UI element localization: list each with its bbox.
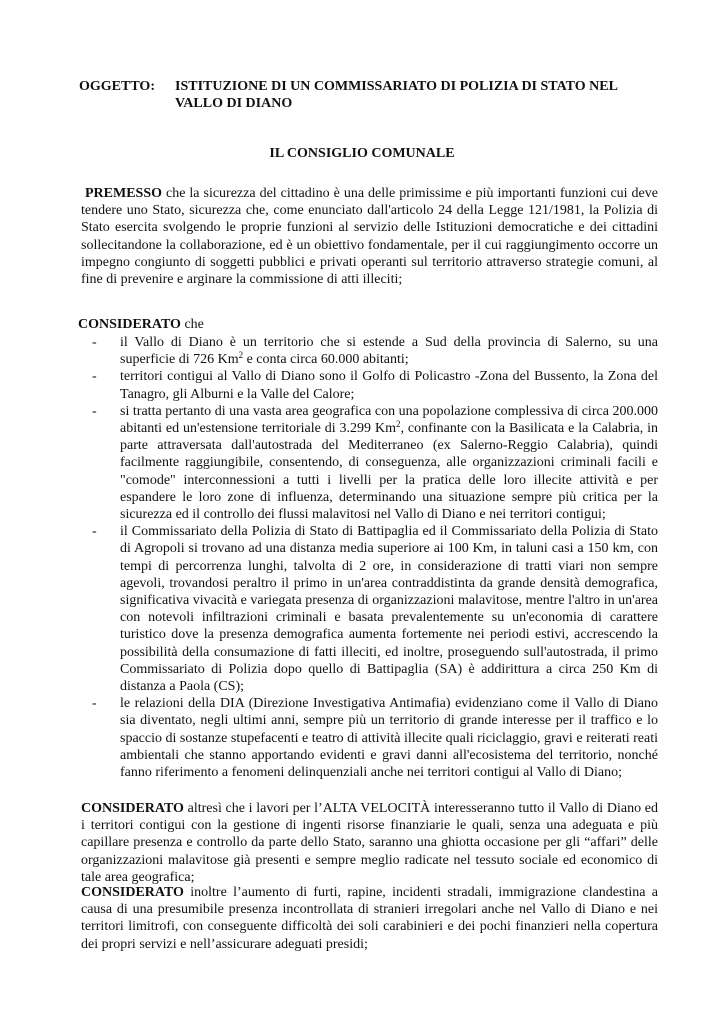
list-item — [78, 403, 658, 523]
considerato-keyword: CONSIDERATO — [81, 801, 184, 816]
list-item — [78, 695, 658, 781]
considerato-keyword: CONSIDERATO — [81, 885, 184, 900]
list-item-text: territori contigui al Vallo di Diano sono il Golfo di Policastro -Zona del Bussento, la Zona del Tanagro, gli Alburni e la Valle del Calore; — [120, 369, 658, 402]
superscript: 2 — [395, 419, 401, 430]
list-item — [78, 523, 658, 695]
list-dash: - — [92, 696, 97, 712]
list-item — [78, 334, 658, 368]
list-dash: - — [92, 524, 97, 540]
considerato-suffix: che — [180, 317, 204, 332]
list-item-text: il Vallo di Diano è un territorio che si estende a Sud della provincia di Salerno, su una superficie di 726 Km — [120, 335, 658, 368]
considerato-list — [78, 334, 658, 781]
subject-label: OGGETTO: — [79, 79, 155, 94]
premesso-text: che la sicurezza del cittadino è una delle primissime e più importanti funzioni cui deve tendere uno Stato, sicurezza che, come enunciato dall'articolo 24 della Legge 121/1981, la Polizia di Stato esercita svolgendo le proprie funzioni al servizio delle Istituzioni democratiche e dei cittadini sollecitandone la collaborazione, ed è un obiettivo fondamentale, per il cui raggiungimento occorre un impegno congiunto di soggetti pubblici e privati operanti sul territorio attraverso strategie comuni, al fine di prevenire e arginare la commissione di atti illeciti; — [81, 186, 658, 288]
considerato-altresi-paragraph — [81, 800, 658, 886]
considerato-inoltre-paragraph — [81, 884, 658, 953]
list-item-text-cont: e conta circa 60.000 abitanti; — [243, 352, 409, 368]
superscript: 2 — [238, 350, 244, 361]
premesso-paragraph — [81, 185, 658, 288]
list-item — [78, 368, 658, 402]
premesso-keyword: PREMESSO — [85, 186, 163, 201]
subject-text: ISTITUZIONE DI UN COMMISSARIATO DI POLIZIA DI STATO NEL VALLO DI DIANO — [175, 79, 618, 111]
list-dash: - — [92, 369, 97, 385]
considerato-altresi-text: altresì che i lavori per l’ALTA VELOCITÀ interesseranno tutto il Vallo di Diano ed i territori contigui con la gestione di ingenti risorse finanziarie le quali, senza una adeguata e più capillare presenza e controllo da parte dello Stato, saranno una ghiotta occasione per gli “affari” delle organizzazioni malavitose già presenti e sempre meglio radicate nel tessuto sociale ed economico di tale area geografica; — [81, 801, 658, 885]
list-item-text: il Commissariato della Polizia di Stato di Battipaglia ed il Commissariato della Polizia di Stato di Agropoli si trovano ad una distanza media superiore ai 100 Km, in taluni casi a 150 km, con tempi di percorrenza lunghi, talvolta di 2 ore, in considerazione di tratti viari non sempre agevoli, trovandosi peraltro il primo in un'area contraddistinta da grande densità demografica, significativa vivacità e variegata presenza di organizzazioni malavitose, mentre l'altro in un'area con notevoli infiltrazioni criminali e basata prevalentemente su un'economia di carattere turistico dove la presenza demografica aumenta fortemente nei periodi estivi, accrescendo la possibilità della consumazione di fatti illeciti, ed inoltre, proseguendo sull'autostrada, il primo Commissariato di Polizia dopo quello di Battipaglia (SA) è addirittura a circa 250 Km di distanza a Paola (CS); — [120, 524, 658, 695]
list-item-text-cont: , confinante con la Basilicata e la Calabria, in parte attraversata dall'autostrada del Mediterraneo (ex Salerno-Reggio Calabria), quindi facilmente raggiungibile, consentendo, di conseguenza, alle organizzazioni criminali facili e "comode" interconnessioni a tutti i livelli per la pratica delle loro illecite attività e per espandere le loro zone di influenza, determinando una situazione sempre più critica per la sicurezza ed il controllo dei flussi malavitosi nel Vallo di Diano e nei territori contigui; — [120, 421, 658, 523]
council-heading: IL CONSIGLIO COMUNALE — [269, 146, 455, 161]
list-dash: - — [92, 403, 97, 419]
considerato-keyword: CONSIDERATO — [78, 317, 181, 332]
list-item-text: si tratta pertanto di una vasta area geografica con una popolazione complessiva di circa 200.000 abitanti ed un'estensione territoriale di 3.299 Km — [120, 403, 658, 437]
list-dash: - — [92, 335, 97, 350]
considerato-intro — [78, 316, 204, 333]
list-item-text: le relazioni della DIA (Direzione Investigativa Antimafia) evidenziano come il Vallo di Diano sia diventato, negli ultimi anni, sempre più un territorio di grande interesse per il traffico e lo spaccio di sostanze stupefacenti e teatro di attività illecite quali riciclaggio, gravi e reiterati reati ambientali che stanno apportando evidenti e gravi danni all'ecosistema del territorio, nonché fanno riferimento a fenomeni delinquenziali anche nei territori contigui al Vallo di Diano; — [120, 696, 658, 781]
subject-line — [79, 78, 659, 112]
considerato-inoltre-text: inoltre l’aumento di furti, rapine, incidenti stradali, immigrazione clandestina a causa di una presumibile presenza incontrollata di stranieri irregolari anche nel Vallo di Diano e nei territori limitrofi, con conseguente difficoltà dei soli carabinieri e dei pochi finanzieri nella copertura dei propri servizi e nell’assicurare adeguati presidi; — [81, 885, 658, 952]
